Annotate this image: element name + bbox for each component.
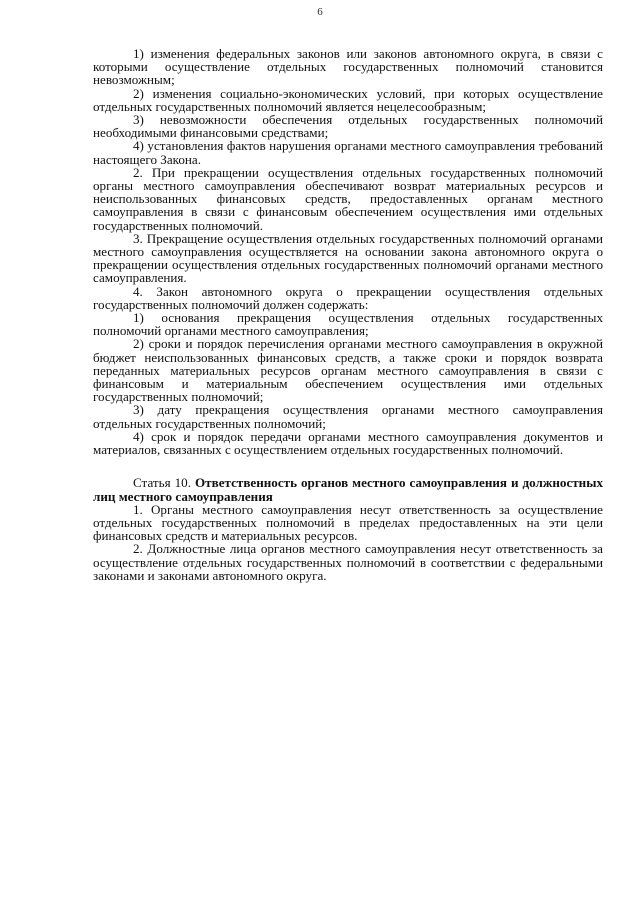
paragraph: 3) невозможности обеспечения отдельных государственных полномочий необходимыми финансовыми средствами; bbox=[93, 112, 603, 141]
paragraph: 3. Прекращение осуществления отдельных государственных полномочий органами местного самоуправления осуществляется на основании закона автономного округа о прекращении осуществления отдельных государственных полномочий органами местного самоуправления. bbox=[93, 230, 603, 286]
paragraph: 3) дату прекращения осуществления органами местного самоуправления отдельных государственных полномочий; bbox=[93, 402, 603, 431]
article-heading bbox=[93, 476, 603, 502]
paragraph: 4) срок и порядок передачи органами местного самоуправления документов и материалов, связанных с осуществлением отдельных государственных полномочий. bbox=[93, 428, 603, 458]
article-number: Статья 10. bbox=[133, 475, 191, 491]
paragraph: 4. Закон автономного округа о прекращении осуществления отдельных государственных полномочий должен содержать: bbox=[93, 283, 603, 312]
paragraph: 1. Органы местного самоуправления несут ответственность за осуществление отдельных государственных полномочий в пределах предоставленных на эти цели финансовых средств и материальных ресурсов. bbox=[93, 501, 603, 544]
paragraph: 2) изменения социально-экономических условий, при которых осуществление отдельных государственных полномочий является нецелесообразным; bbox=[93, 85, 603, 114]
paragraph: 1) изменения федеральных законов или законов автономного округа, в связи с которыми осуществление отдельных государственных полномочий становится невозможным; bbox=[93, 46, 603, 88]
document-body bbox=[93, 47, 603, 582]
paragraph: 2) сроки и порядок перечисления органами местного самоуправления в окружной бюджет неиспользованных финансовых средств, а также сроки и порядок возврата переданных материальных ресурсов органам местного самоуправления в связи с финансовым и материальным обеспечением осуществления ими отдельных государственных полномочий; bbox=[93, 336, 603, 405]
paragraph: 4) установления фактов нарушения органами местного самоуправления требований настоящего Закона. bbox=[93, 138, 603, 167]
paragraph: 2. Должностные лица органов местного самоуправления несут ответственность за осуществление отдельных государственных полномочий в соответствии с федеральными законами и законами автономного округа. bbox=[93, 541, 603, 583]
paragraph: 1) основания прекращения осуществления отдельных государственных полномочий органами местного самоуправления; bbox=[93, 310, 603, 339]
article-title: Ответственность органов местного самоуправления и должностных лиц местного самоуправления bbox=[93, 475, 604, 504]
paragraph: 2. При прекращении осуществления отдельных государственных полномочий органы местного самоуправления обеспечивают возврат материальных ресурсов и неиспользованных финансовых средств, предоставленных органам местного самоуправления в связи с финансовым обеспечением осуществления ими отдельных государственных полномочий. bbox=[93, 164, 603, 233]
page-number: 6 bbox=[317, 6, 323, 18]
